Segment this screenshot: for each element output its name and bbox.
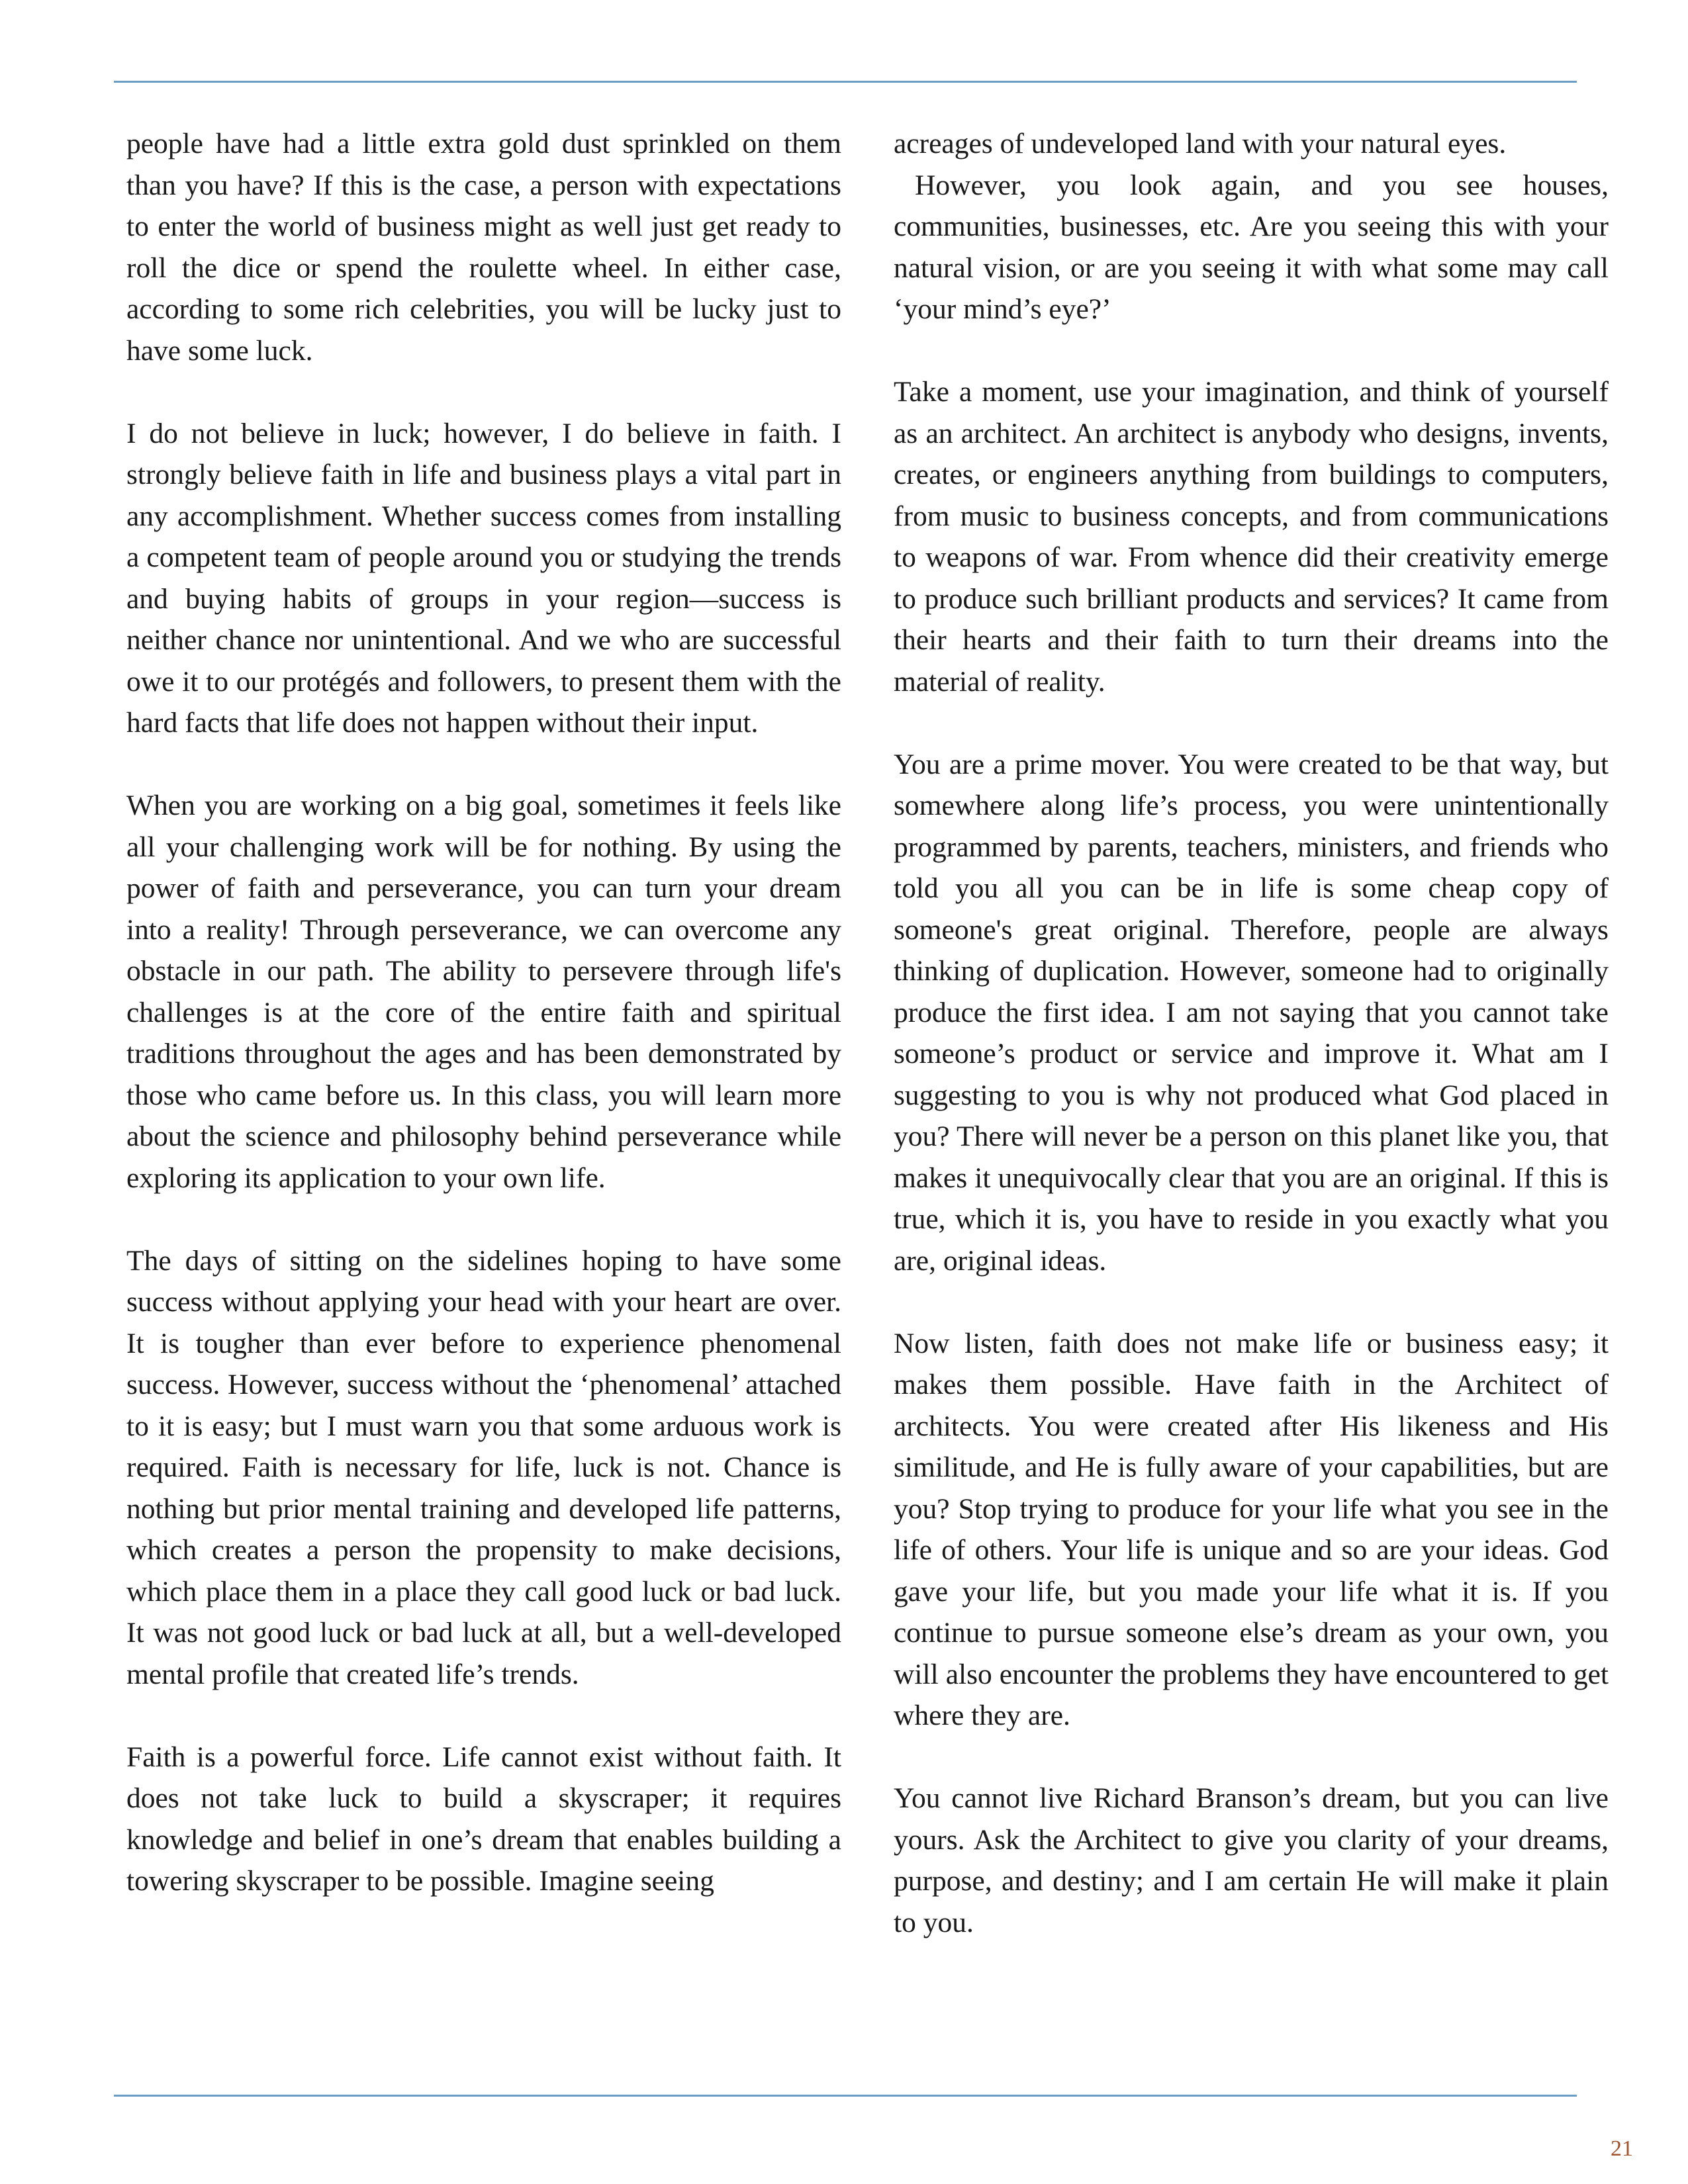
paragraph: Faith is a powerful force. Life cannot exist without faith. It does not take luck to build a skyscraper; it requires knowledge and belief in one’s dream that enables building a towering skyscraper to be possible. Imagine seeing [126,1741,841,1897]
page-number: 21 [1611,2136,1633,2161]
left-text-column [126,123,841,1902]
paragraph: However, you look again, and you see houses, communities, businesses, etc. Are you seeing this with your natural vision, or are you seeing it with what some may call ‘your mind’s eye?’ [894,169,1609,325]
right-text-column [894,123,1609,1943]
paragraph: When you are working on a big goal, sometimes it feels like all your challenging work will be for nothing. By using the power of faith and perseverance, you can turn your dream into a reality! Through perseverance, we can overcome any obstacle in our path. The ability to persevere through life's challenges is at the core of the entire faith and spiritual traditions throughout the ages and has been demonstrated by those who came before us. In this class, you will learn more about the science and philosophy behind perseverance while exploring its application to your own life. [126,790,841,1194]
paragraph: I do not believe in luck; however, I do believe in faith. I strongly believe faith in life and business plays a vital part in any accomplishment. Whether success comes from installing a competent team of people around you or studying the trends and buying habits of groups in your region—success is neither chance nor unintentional. And we who are successful owe it to our protégés and followers, to present them with the hard facts that life does not happen without their input. [126,417,841,739]
paragraph: You cannot live Richard Branson’s dream, but you can live yours. Ask the Architect to give you clarity of your dreams, purpose, and destiny; and I am certain He will make it plain to you. [894,1782,1609,1938]
footer-rule [114,2095,1577,2097]
paragraph: The days of sitting on the sidelines hoping to have some success without applying your head with your heart are over. It is tougher than ever before to experience phenomenal success. However, success without the ‘phenomenal’ attached to it is easy; but I must warn you that some arduous work is required. Faith is necessary for life, luck is not. Chance is nothing but prior mental training and developed life patterns, which creates a person the propensity to make decisions, which place them in a place they call good luck or bad luck. It was not good luck or bad luck at all, but a well-developed mental profile that created life’s trends. [126,1244,841,1690]
paragraph: acreages of undeveloped land with your natural eyes. [894,128,1507,159]
paragraph: You are a prime mover. You were created to be that way, but somewhere along life’s process, you were unintentionally programmed by parents, teachers, ministers, and friends who told you all you can be in life is some cheap copy of someone's great original. Therefore, people are always thinking of duplication. However, someone had to originally produce the first idea. I am not saying that you cannot take someone’s product or service and improve it. What am I suggesting to you is why not produced what God placed in you? There will never be a person on this planet like you, that makes it unequivocally clear that you are an original. If this is true, which it is, you have to reside in you exactly what you are, original ideas. [894,748,1609,1277]
paragraph: Now listen, faith does not make life or business easy; it makes them possible. Have faith in the Architect of architects. You were created after His likeness and His similitude, and He is fully aware of your capabilities, but are you? Stop trying to produce for your life what you see in the life of others. Your life is unique and so are your ideas. God gave your life, but you made your life what it is. If you continue to pursue someone else’s dream as your own, you will also encounter the problems they have encountered to get where they are. [894,1327,1609,1731]
paragraph: Take a moment, use your imagination, and think of yourself as an architect. An architect is anybody who designs, invents, creates, or engineers anything from buildings to computers, from music to business concepts, and from communications to weapons of war. From whence did their creativity emerge to produce such brilliant products and services? It came from their hearts and their faith to turn their dreams into the material of reality. [894,376,1609,698]
paragraph: people have had a little extra gold dust sprinkled on them than you have? If this is the case, a person with expectations to enter the world of business might as well just get ready to roll the dice or spend the roulette wheel. In either case, according to some rich celebrities, you will be lucky just to have some luck. [126,128,841,367]
header-rule [114,81,1577,83]
